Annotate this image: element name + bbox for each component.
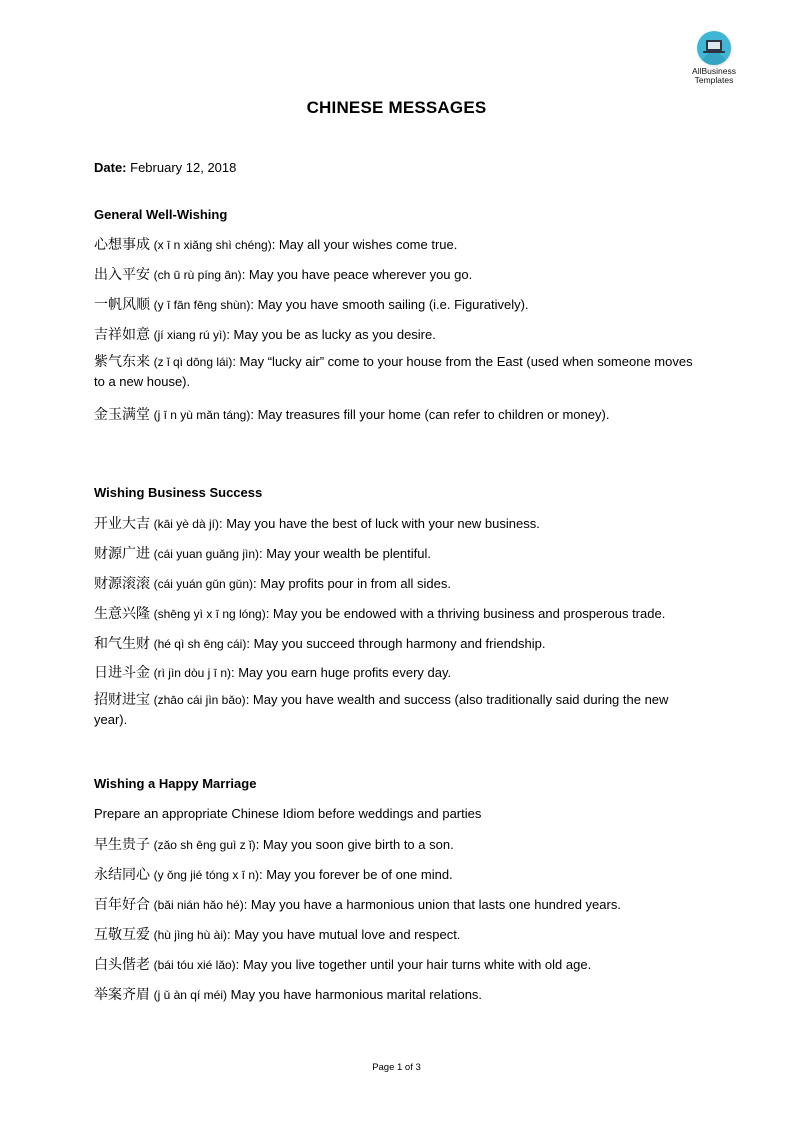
idiom-meaning: : May you have wealth and success (also traditionally said during the new year). [94, 692, 669, 727]
idiom-pinyin: (j ī n yù mǎn táng) [153, 408, 251, 422]
idiom-pinyin: (cái yuan guǎng jìn) [153, 547, 260, 561]
list-item [94, 834, 454, 854]
idiom-meaning: May you have harmonious marital relations. [226, 987, 483, 1002]
idiom-pinyin: (y ǒng jié tóng x ī n) [153, 868, 260, 882]
idiom-hanzi: 永结同心 [94, 867, 150, 883]
idiom-hanzi: 生意兴隆 [94, 606, 150, 622]
idiom-pinyin: (shēng yì x ī ng lóng) [153, 607, 266, 621]
section-heading-business: Wishing Business Success [94, 485, 263, 500]
idiom-hanzi: 早生贵子 [94, 837, 150, 853]
idiom-hanzi: 财源滚滚 [94, 576, 150, 592]
idiom-hanzi: 和气生财 [94, 636, 150, 652]
laptop-icon [697, 31, 731, 65]
idiom-hanzi: 财源广进 [94, 546, 150, 562]
idiom-hanzi: 吉祥如意 [94, 327, 150, 343]
list-item [94, 894, 621, 914]
idiom-pinyin: (hé qì sh ēng cái) [153, 637, 247, 651]
idiom-meaning: : May you forever be of one mind. [259, 867, 453, 882]
list-item [94, 352, 699, 392]
idiom-hanzi: 开业大吉 [94, 516, 150, 532]
idiom-hanzi: 百年好合 [94, 897, 150, 913]
date-value: February 12, 2018 [130, 160, 237, 175]
idiom-meaning: : May profits pour in from all sides. [253, 576, 451, 591]
idiom-pinyin: (rì jìn dòu j ī n) [153, 666, 231, 680]
idiom-pinyin: (hù jìng hù ài) [153, 928, 228, 942]
idiom-pinyin: (bǎi nián hǎo hé) [153, 898, 244, 912]
list-item [94, 662, 451, 682]
list-item [94, 264, 472, 284]
idiom-meaning: : May you have mutual love and respect. [227, 927, 461, 942]
list-item [94, 294, 529, 314]
idiom-hanzi: 日进斗金 [94, 665, 150, 681]
list-item [94, 404, 609, 424]
idiom-pinyin: (zǎo sh ēng guì z ǐ) [153, 838, 256, 852]
allbusiness-logo [683, 31, 745, 85]
idiom-meaning: : May all your wishes come true. [271, 237, 458, 252]
idiom-pinyin: (bái tóu xié lǎo) [153, 958, 236, 972]
section-heading-general: General Well-Wishing [94, 207, 228, 222]
document-title: CHINESE MESSAGES [306, 98, 487, 117]
idiom-hanzi: 一帆风顺 [94, 297, 150, 313]
idiom-meaning: : May treasures fill your home (can refer to children or money). [250, 407, 610, 422]
idiom-pinyin: (y ī fān fēng shùn) [153, 298, 251, 312]
idiom-meaning: : May you have a harmonious union that lasts one hundred years. [243, 897, 621, 912]
list-item [94, 864, 453, 884]
section-intro: Prepare an appropriate Chinese Idiom before weddings and parties [94, 806, 482, 821]
idiom-pinyin: (j ǔ àn qí méi) [153, 988, 227, 1002]
idiom-hanzi: 出入平安 [94, 267, 150, 283]
idiom-hanzi: 互敬互爱 [94, 927, 150, 943]
idiom-pinyin: (kāi yè dà jí) [153, 517, 219, 531]
logo-line-1: AllBusiness [692, 66, 736, 76]
idiom-hanzi: 举案齐眉 [94, 987, 150, 1003]
list-item [94, 543, 431, 563]
idiom-meaning: : May you have smooth sailing (i.e. Figuratively). [250, 297, 529, 312]
list-item [94, 984, 482, 1004]
logo-text [683, 67, 745, 85]
idiom-meaning: : May you soon give birth to a son. [255, 837, 454, 852]
idiom-hanzi: 心想事成 [94, 237, 150, 253]
idiom-meaning: : May you be endowed with a thriving business and prosperous trade. [265, 606, 666, 621]
idiom-hanzi: 紫气东来 [94, 354, 150, 370]
list-item [94, 234, 457, 254]
idiom-pinyin: (jí xiang rú yì) [153, 328, 227, 342]
date-label: Date: [94, 160, 127, 175]
idiom-meaning: : May you earn huge profits every day. [231, 665, 452, 680]
list-item [94, 690, 699, 730]
idiom-meaning: : May you succeed through harmony and friendship. [246, 636, 546, 651]
date-line [94, 160, 236, 175]
idiom-hanzi: 招财进宝 [94, 692, 150, 708]
page-number: Page 1 of 3 [372, 1062, 421, 1073]
list-item [94, 573, 451, 593]
idiom-meaning: : May you have peace wherever you go. [241, 267, 473, 282]
section-heading-marriage: Wishing a Happy Marriage [94, 776, 257, 791]
idiom-meaning: : May you live together until your hair turns white with old age. [235, 957, 592, 972]
logo-line-2: Templates [694, 75, 734, 85]
idiom-pinyin: (z ǐ qì dōng lái) [153, 355, 233, 369]
idiom-pinyin: (zhāo cái jìn bǎo) [153, 693, 246, 707]
idiom-meaning: : May you be as lucky as you desire. [226, 327, 436, 342]
idiom-meaning: : May “lucky air” come to your house from the East (used when someone moves to a new house). [94, 354, 693, 389]
list-item [94, 603, 665, 623]
idiom-meaning: : May your wealth be plentiful. [259, 546, 432, 561]
idiom-hanzi: 金玉满堂 [94, 407, 150, 423]
list-item [94, 633, 546, 653]
idiom-pinyin: (x ī n xiǎng shì chéng) [153, 238, 272, 252]
list-item [94, 954, 591, 974]
list-item [94, 324, 436, 344]
list-item [94, 924, 460, 944]
idiom-meaning: : May you have the best of luck with your new business. [218, 516, 540, 531]
idiom-pinyin: (cái yuán gǔn gǔn) [153, 577, 254, 591]
idiom-pinyin: (ch ū rù píng ān) [153, 268, 242, 282]
idiom-hanzi: 白头偕老 [94, 957, 150, 973]
list-item [94, 513, 540, 533]
